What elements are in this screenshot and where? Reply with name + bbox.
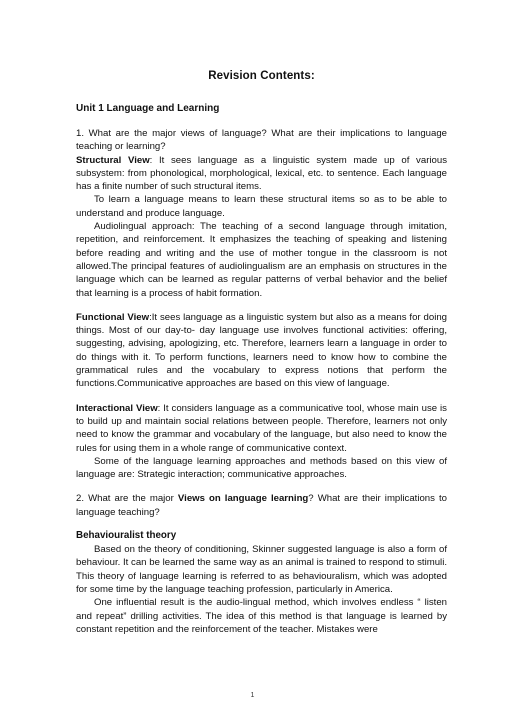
interactional-view-text: : It considers language as a communicative tool, whose main use is to build up and maintain social relations between people. Therefore, learners not only need to know the grammar and vocabulary of the language, but also need to know the rules for using them in a whole range of communicative context.	[76, 402, 447, 454]
question-1: 1. What are the major views of language? What are their implications to language teaching or learning?	[76, 128, 447, 153]
structural-view-paragraph	[76, 154, 447, 194]
question-2-prefix: 2. What are the major	[76, 493, 178, 505]
interactional-view-paragraph	[76, 402, 447, 455]
question-2	[76, 492, 447, 519]
behaviouralist-heading: Behaviouralist theory	[76, 530, 177, 542]
structural-view-text: : It sees language as a linguistic system made up of various subsystem: from phonological, morphological, lexical, etc. to sentence. Each language has a finite number of such structural items.	[76, 154, 447, 193]
page-title: Revision Contents:	[208, 70, 315, 82]
paragraph-gap	[76, 481, 447, 492]
paragraph-gap	[76, 519, 447, 530]
paragraph-gap	[76, 300, 447, 311]
page-number: 1	[250, 692, 255, 699]
functional-view-term: Functional View	[76, 311, 150, 323]
unit-heading: Unit 1 Language and Learning	[76, 103, 220, 114]
functional-view-paragraph	[76, 311, 447, 391]
question-2-suffix: ? What are their implications to language teaching?	[76, 493, 447, 518]
behaviouralist-paragraph-1: Based on the theory of conditioning, Skinner suggested language is also a form of behaviour. It can be learned the same way as an animal is trained to respond to stimuli. This theory of language learning is referred to as behaviouralism, which was adopted for some time by the language teaching profession, particularly in America.	[76, 544, 447, 595]
structural-view-learning: To learn a language means to learn these structural items so as to be able to understand and produce language.	[76, 194, 447, 219]
functional-view-text: :It sees language as a linguistic system but also as a means for doing things. Most of our day-to- day language use involves functional activities: offering, suggesting, advising, apologizing, etc. Therefore, learners learn a language in order to do things with it. To perform functions, learners need to know how to combine the grammatical rules and the vocabulary to express notions that perform the functions.Communicative approaches are based on this view of language.	[76, 311, 448, 390]
interactional-view-approaches: Some of the language learning approaches and methods based on this view of language are: Strategic interaction; communicative approaches.	[76, 455, 447, 481]
interactional-view-term: Interactional View	[76, 402, 158, 414]
audiolingual-approach-paragraph: Audiolingual approach: The teaching of a second language through imitation, repetition, and reinforcement. It emphasizes the teaching of speaking and listening before reading and writing and the use of mother tongue in the classroom is not allowed.The principal features of audiolingualism are an emphasis on structures in the language which can be learned as regular patterns of verbal behavior and the belief that learning is a process of habit formation.	[76, 221, 447, 299]
structural-view-term: Structural View	[76, 154, 150, 166]
paragraph-gap	[76, 391, 447, 402]
behaviouralist-paragraph-2: One influential result is the audio-lingual method, which involves endless “ listen and repeat” drilling activities. The idea of this method is that language is learned by constant repetition and the reinforcement of the teacher. Mistakes were	[76, 597, 447, 635]
question-2-bold-term: Views on language learning	[177, 493, 309, 505]
